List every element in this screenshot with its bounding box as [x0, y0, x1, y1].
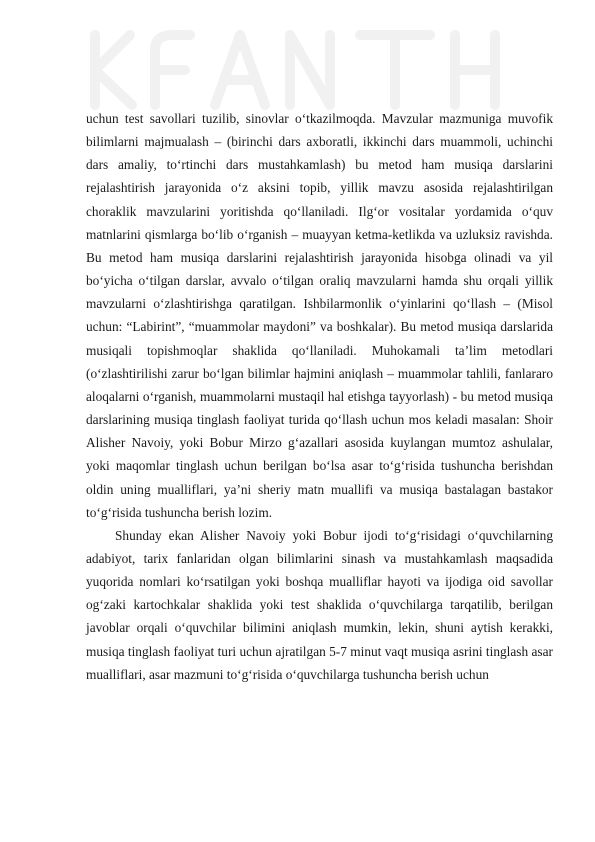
document-text — [86, 107, 553, 686]
paragraph-1: uchun test savollari tuzilib, sinovlar o‘tkazilmoqda. Mavzular mazmuniga muvofik bilimlarni majmualash – (birinchi dars axboratli, ikkinchi dars muammoli, uchinchi dars amaliy, to‘rtinchi dars mustahkamlash) bu metod ham musiqa darslarini rejalashtirish jarayonida o‘z aksini topib, yillik mavzu asosida rejalashtirilgan choraklik mavzularini yoritishda qo‘llaniladi. Ilg‘or vositalar yordamida o‘quv matnlarini qismlarga bo‘lib o‘rganish – muayyan ketma-ketlikda va uzluksiz ravishda. Bu metod ham musiqa darslarini rejalashtirish jarayonida hisobga olinadi va yil bo‘yicha o‘tilgan darslar, avvalo o‘tilgan oraliq mavzularni hamda shu orqali yillik mavzularni o‘zlashtirishga qaratilgan. Ishbilarmonlik o‘yinlarini qo‘llash – (Misol uchun: “Labirint”, “muammolar maydoni” va boshkalar). Bu metod musiqa darslarida musiqali topishmoqlar shaklida qo‘llaniladi. Muhokamali ta’lim metodlari (o‘zlashtirilishi zarur bo‘lgan bilimlar hajmini aniqlash – muammolar tahlili, fanlararo aloqalarni o‘rganish, muammolarni mustaqil hal etishga tayyorlash) - bu metod musiqa darslarining musiqa tinglash faoliyat turida qo‘llash uchun mos keladi masalan: Shoir Alisher Navoiy, yoki Bobur Mirzo g‘azallari asosida kuylangan mumtoz ashulalar, yoki maqomlar tinglash uchun berilgan bo‘lsa asar to‘g‘risida tushuncha berishdan oldin uning mualliflari, ya’ni sheriy matn muallifi va musiqa bastalagan bastakor to‘g‘risida tushuncha berish lozim. — [86, 111, 553, 520]
paragraph-2: Shunday ekan Alisher Navoiy yoki Bobur ijodi to‘g‘risidagi o‘quvchilarning adabiyot, tarix fanlaridan olgan bilimlarini sinash va mustahkamlash maqsadida yuqorida nomlari ko‘rsatilgan yoki boshqa mualliflar hayoti va ijodiga oid savollar og‘zaki kartochkalar shaklida yoki test shaklida o‘quvchilarga tarqatilib, berilgan javoblar orqali o‘quvchilar bilimini aniqlash mumkin, lekin, shuni aytish kerakki, musiqa tinglash faoliyat turi uchun ajratilgan 5-7 minut vaqt musiqa asrini tinglash asar mualliflari, asar mazmuni to‘g‘risida o‘quvchilarga tushuncha berish uchun — [86, 527, 553, 682]
